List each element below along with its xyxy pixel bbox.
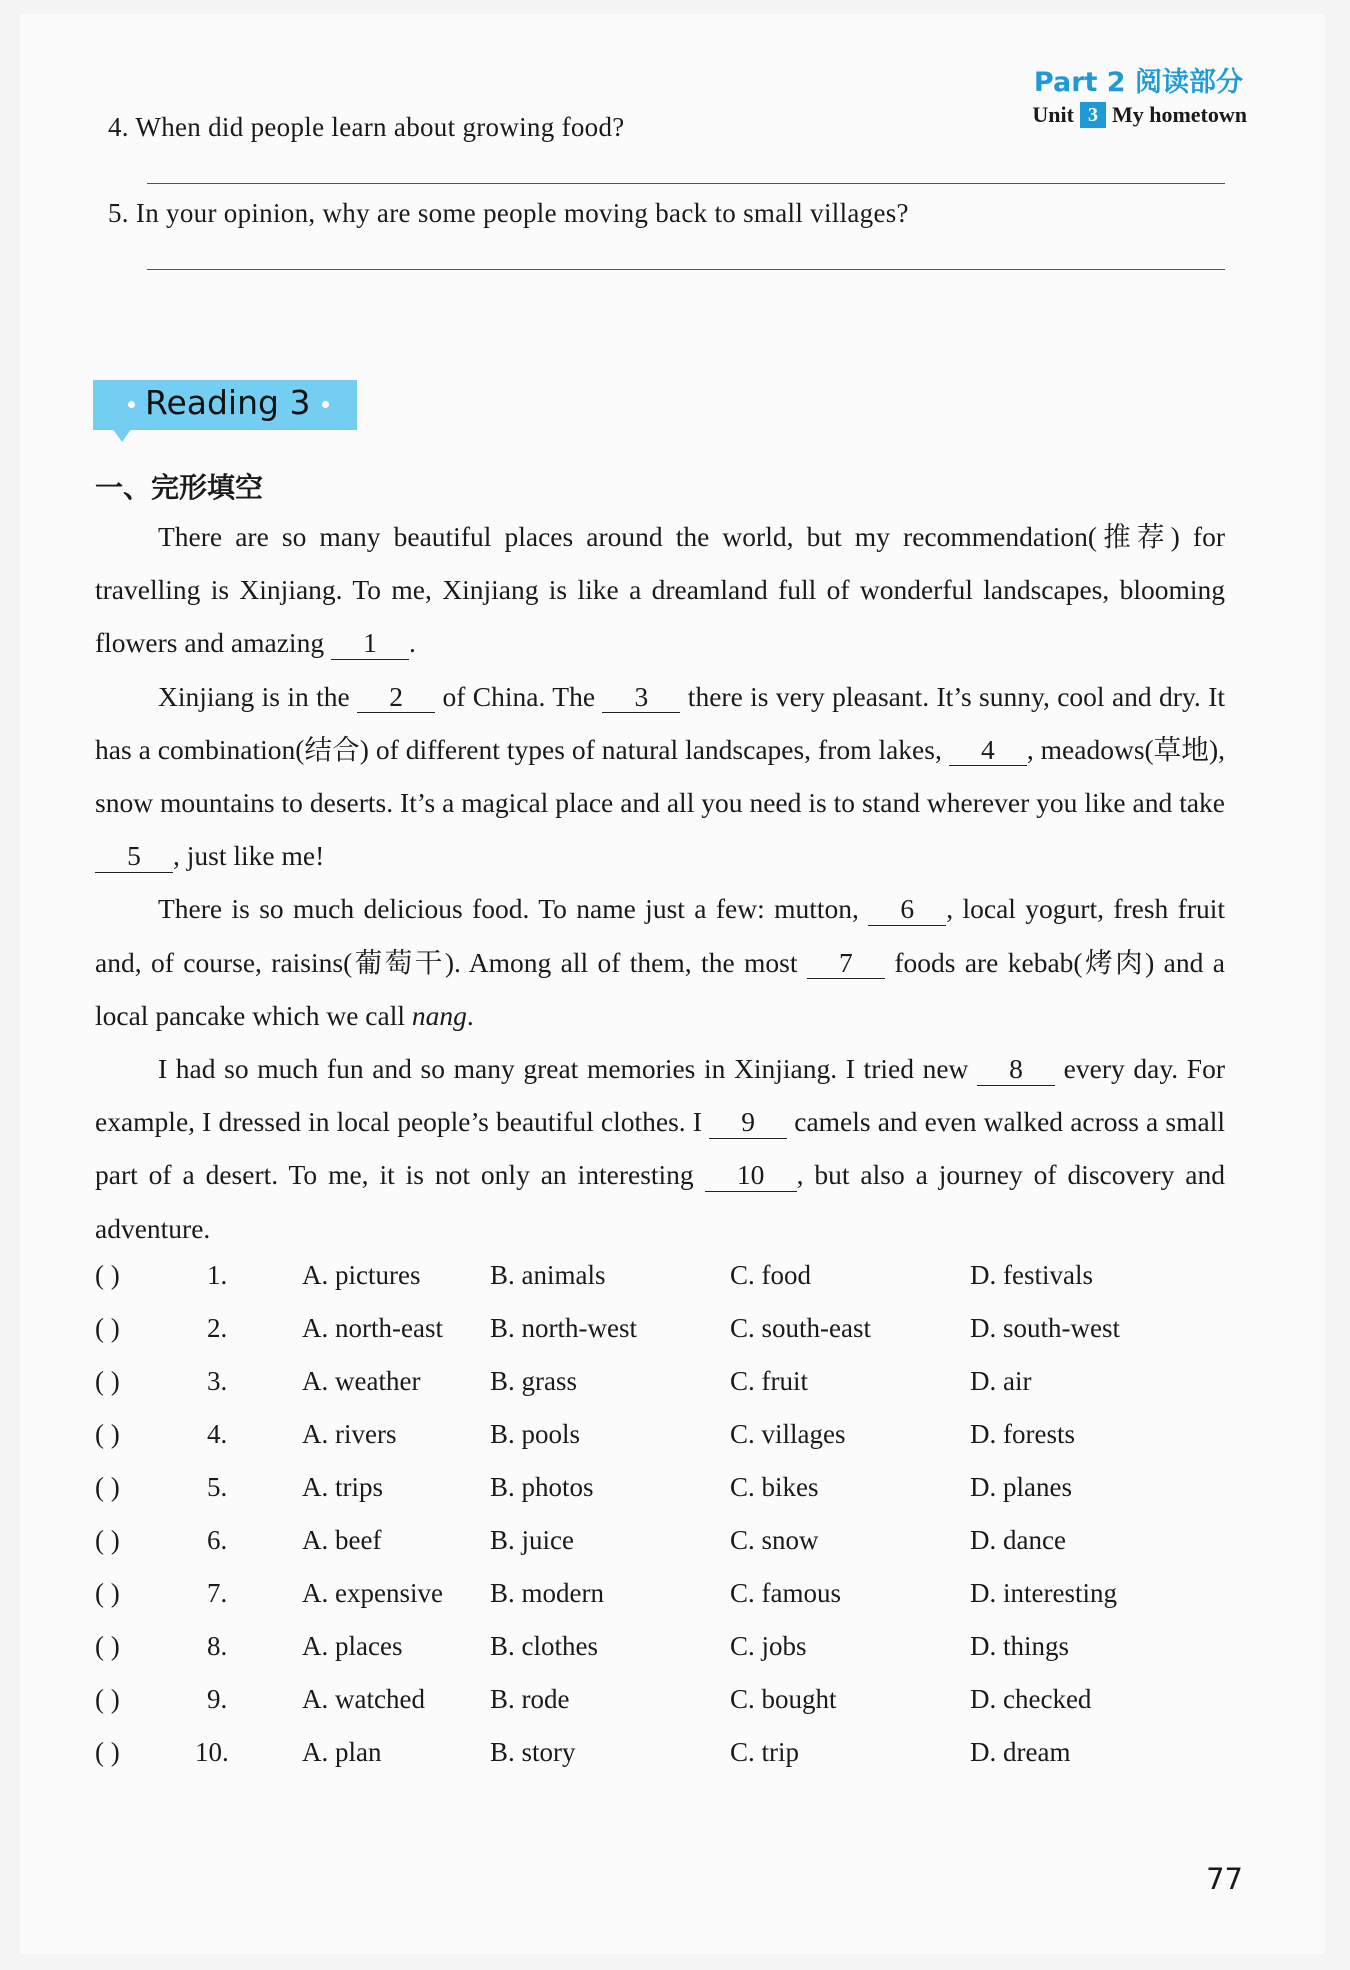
option-c[interactable]: C. bought [730, 1684, 837, 1714]
paragraph-3 [95, 882, 1225, 1042]
option-a[interactable]: A. beef [302, 1525, 382, 1555]
text-run: every day. For example, I dressed in local people’s beautiful clothes. I [95, 1053, 1225, 1138]
question-number: 8. [207, 1631, 228, 1661]
question-number: 2. [207, 1313, 228, 1343]
option-d[interactable]: D. interesting [970, 1578, 1117, 1608]
option-b[interactable]: B. pools [490, 1419, 581, 1449]
option-row [95, 1260, 1225, 1300]
text-run: there is very pleasant. It’s sunny, cool and dry. It has a combination(结合) of different types of natural landscapes, from lakes, [95, 680, 1225, 765]
text-run: of China. The [435, 680, 603, 712]
option-c[interactable]: C. south-east [730, 1313, 871, 1343]
blank-7[interactable]: 7 [807, 947, 885, 980]
blank-8[interactable]: 8 [977, 1053, 1055, 1086]
option-b[interactable]: B. photos [490, 1472, 594, 1502]
blank-3[interactable]: 3 [602, 681, 680, 714]
option-a[interactable]: A. plan [302, 1737, 382, 1767]
option-d[interactable]: D. dance [970, 1525, 1066, 1555]
text-run: Xinjiang is in the [158, 680, 358, 712]
text-run: , local yogurt, fresh fruit and, of course, raisins(葡萄干). Among all of them, the most [95, 893, 1226, 978]
text-run: There are so many beautiful places around the world, but my recommendation(推荐) for travelling is Xinjiang. To me, Xinjiang is like a dreamland full of wonderful landscapes, blooming flowers and amazing [95, 521, 1225, 659]
question-number: 1. [207, 1260, 228, 1290]
banner-tail [112, 428, 132, 442]
question-4: 4. When did people learn about growing food? [108, 112, 625, 142]
paragraph-1 [95, 510, 1225, 670]
blank-5[interactable]: 5 [95, 840, 173, 873]
text-run: camels and even walked across a small part of a desert. To me, it is not only an interesting [95, 1106, 1225, 1191]
text-run: . [466, 999, 474, 1031]
question-number: 6. [207, 1525, 228, 1555]
option-row [95, 1313, 1225, 1353]
option-c[interactable]: C. snow [730, 1525, 819, 1555]
option-d[interactable]: D. air [970, 1366, 1032, 1396]
answer-bracket[interactable]: ( ) [95, 1260, 120, 1290]
option-b[interactable]: B. north-west [490, 1313, 637, 1343]
answer-bracket[interactable]: ( ) [95, 1737, 120, 1767]
answer-bracket[interactable]: ( ) [95, 1684, 120, 1714]
option-a[interactable]: A. rivers [302, 1419, 397, 1449]
unit-number-badge: 3 [1080, 102, 1106, 128]
header-unit [1032, 102, 1247, 128]
answer-line-5[interactable] [147, 269, 1225, 270]
option-c[interactable]: C. bikes [730, 1472, 819, 1502]
text-run: , but also a journey of discovery and adventure. [95, 1159, 1225, 1244]
option-b[interactable]: B. rode [490, 1684, 570, 1714]
option-c[interactable]: C. famous [730, 1578, 841, 1608]
option-b[interactable]: B. story [490, 1737, 576, 1767]
unit-prefix: Unit [1032, 102, 1074, 127]
option-row [95, 1419, 1225, 1459]
option-c[interactable]: C. jobs [730, 1631, 807, 1661]
option-b[interactable]: B. modern [490, 1578, 604, 1608]
option-row [95, 1578, 1225, 1618]
option-c[interactable]: C. trip [730, 1737, 800, 1767]
blank-6[interactable]: 6 [868, 893, 946, 926]
answer-bracket[interactable]: ( ) [95, 1472, 120, 1502]
reading-title: Reading 3 [145, 383, 311, 422]
option-row [95, 1737, 1225, 1777]
text-run: , meadows(草地), snow mountains to deserts. It’s a magical place and all you need is to stand wherever you like and take [95, 733, 1225, 819]
answer-bracket[interactable]: ( ) [95, 1366, 120, 1396]
option-d[interactable]: D. festivals [970, 1260, 1093, 1290]
option-a[interactable]: A. north-east [302, 1313, 443, 1343]
option-d[interactable]: D. things [970, 1631, 1070, 1661]
text-run: There is so much delicious food. To name just a few: mutton, [158, 893, 869, 925]
text-run: , just like me! [173, 840, 325, 872]
question-number: 9. [207, 1684, 228, 1714]
banner-dot [128, 401, 135, 408]
blank-2[interactable]: 2 [357, 681, 435, 714]
blank-4[interactable]: 4 [949, 734, 1027, 767]
option-a[interactable]: A. weather [302, 1366, 421, 1396]
option-b[interactable]: B. animals [490, 1260, 606, 1290]
blank-10[interactable]: 10 [705, 1159, 797, 1192]
question-number: 5. [207, 1472, 228, 1502]
italic-word: nang [411, 999, 467, 1031]
unit-title: My hometown [1111, 102, 1247, 127]
question-number: 7. [207, 1578, 228, 1608]
option-row [95, 1366, 1225, 1406]
option-d[interactable]: D. dream [970, 1737, 1071, 1767]
section-title: 一、完形填空 [95, 471, 264, 504]
option-d[interactable]: D. south-west [970, 1313, 1120, 1343]
option-d[interactable]: D. forests [970, 1419, 1075, 1449]
option-row [95, 1472, 1225, 1512]
option-a[interactable]: A. trips [302, 1472, 383, 1502]
answer-bracket[interactable]: ( ) [95, 1419, 120, 1449]
text-run: foods are kebab(烤肉) and a local pancake which we call [95, 946, 1225, 1031]
option-b[interactable]: B. juice [490, 1525, 574, 1555]
text-run: I had so much fun and so many great memories in Xinjiang. I tried new [158, 1053, 978, 1085]
question-5: 5. In your opinion, why are some people moving back to small villages? [108, 198, 909, 228]
cloze-passage [95, 510, 1225, 1255]
answer-bracket[interactable]: ( ) [95, 1313, 120, 1343]
banner-dot [322, 401, 329, 408]
option-d[interactable]: D. planes [970, 1472, 1072, 1502]
option-a[interactable]: A. pictures [302, 1260, 421, 1290]
answer-bracket[interactable]: ( ) [95, 1578, 120, 1608]
answer-bracket[interactable]: ( ) [95, 1631, 120, 1661]
option-row [95, 1684, 1225, 1724]
header-part: Part 2 阅读部分 [1033, 67, 1243, 98]
option-a[interactable]: A. places [302, 1631, 403, 1661]
option-row [95, 1525, 1225, 1565]
question-number: 10. [195, 1737, 229, 1767]
answer-bracket[interactable]: ( ) [95, 1525, 120, 1555]
text-run: . [408, 627, 416, 659]
blank-1[interactable]: 1 [331, 627, 409, 660]
question-number: 3. [207, 1366, 228, 1396]
option-c[interactable]: C. fruit [730, 1366, 808, 1396]
paragraph-2 [95, 670, 1225, 883]
option-a[interactable]: A. expensive [302, 1578, 443, 1608]
option-d[interactable]: D. checked [970, 1684, 1092, 1714]
option-c[interactable]: C. food [730, 1260, 811, 1290]
option-b[interactable]: B. grass [490, 1366, 577, 1396]
question-number: 4. [207, 1419, 228, 1449]
answer-line-4[interactable] [147, 183, 1225, 184]
paragraph-4 [95, 1042, 1225, 1255]
page-number: 77 [1206, 1862, 1243, 1896]
option-a[interactable]: A. watched [302, 1684, 425, 1714]
blank-9[interactable]: 9 [709, 1106, 787, 1139]
option-row [95, 1631, 1225, 1671]
option-c[interactable]: C. villages [730, 1419, 846, 1449]
option-b[interactable]: B. clothes [490, 1631, 598, 1661]
